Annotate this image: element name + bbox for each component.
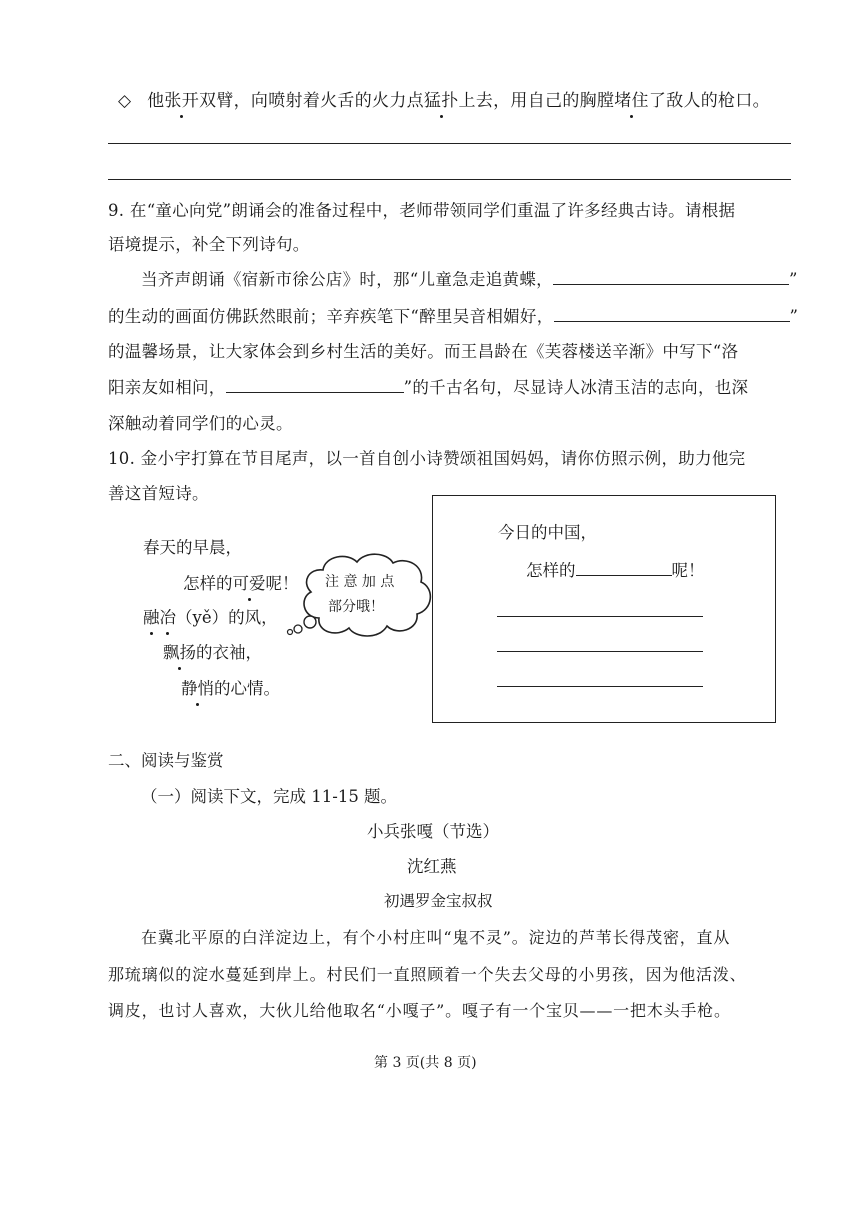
- bubble-text-2: 部分哦！: [328, 599, 384, 615]
- answer-box[interactable]: [432, 495, 776, 723]
- section-2-heading: 二、阅读与鉴赏: [108, 751, 224, 770]
- passage-paragraph-line-1: 在冀北平原的白洋淀边上，有个小村庄叫“鬼不灵”。淀边的芦苇长得茂密，直从: [141, 928, 731, 947]
- q9-line-6: [108, 374, 748, 398]
- answer-box-write-line-2[interactable]: [497, 651, 703, 652]
- q9-line-3-text: 当齐声朗诵《宿新市徐公店》时，那“儿童急走追黄蝶，: [141, 270, 553, 289]
- q9-quote-close-1: ”: [788, 270, 798, 289]
- example-dotted-keai: 可爱: [233, 570, 266, 594]
- example-poem-line-1: 春天的早晨，: [143, 538, 242, 557]
- diamond-marker-icon: ◇: [118, 91, 132, 111]
- q9-line-2: 语境提示，补全下列诗句。: [108, 235, 310, 254]
- passage-chapter-title: 初遇罗金宝叔叔: [384, 892, 493, 910]
- q8-dotted-zhangkai: 张开: [164, 86, 199, 111]
- q9-line-3: [141, 266, 798, 290]
- q9-line-7: 深触动着同学们的心灵。: [108, 414, 293, 433]
- answer-box-write-line-3[interactable]: [497, 686, 703, 687]
- example-poem-line-5: 静悄的心情。: [181, 675, 280, 699]
- q9-blank-3[interactable]: [226, 378, 404, 393]
- q8-text-7: 了敌人的枪口。: [648, 91, 770, 111]
- passage-paragraph-line-3: 调皮，也讨人喜欢，大伙儿给他取名“小嘎子”。嘎子有一个宝贝——一把木头手枪。: [108, 1001, 731, 1020]
- example-poem-line-2: 怎样的可爱呢！: [183, 570, 299, 594]
- q8-dotted-duzhu: 堵住: [614, 86, 649, 111]
- example-poem-line-4: 飘扬的衣袖，: [163, 639, 262, 663]
- q10-line-2: 善这首短诗。: [108, 484, 209, 503]
- q9-line-1: 9. 在“童心向党”朗诵会的准备过程中，老师带领同学们重温了许多经典古诗。请根据: [108, 201, 736, 220]
- answer-box-blank[interactable]: [576, 561, 672, 576]
- answer-box-write-line-1[interactable]: [497, 616, 703, 617]
- q10-line-1: 10. 金小宇打算在节目尾声，以一首自创小诗赞颂祖国妈妈，请你仿照示例，助力他完: [108, 449, 746, 468]
- passage-paragraph-line-2: 那琉璃似的淀水蔓延到岸上。村民们一直照顾着一个失去父母的小男孩，因为他活泼、: [108, 965, 747, 984]
- bubble-text-1: 注 意 加 点: [325, 574, 395, 590]
- passage-title: 小兵张嘎（节选）: [367, 822, 499, 841]
- q8-dotted-mengpu: 猛扑: [424, 86, 459, 111]
- q9-line-6-text: 阳亲友如相问，: [108, 378, 226, 397]
- q9-line-5: 的温馨场景，让大家体会到乡村生活的美好。而王昌龄在《芙蓉楼送辛渐》中写下“洛: [108, 342, 739, 361]
- example-poem-line-3: 融冶（yě）的风，: [143, 604, 278, 628]
- q9-blank-2[interactable]: [554, 307, 790, 322]
- q8-answer-line-1[interactable]: [108, 143, 791, 144]
- page-footer: 第 3 页(共 8 页): [374, 1055, 477, 1071]
- q9-line-4-text: 的生动的画面仿佛跃然眼前；辛弃疾笔下“醉里吴音相媚好，: [108, 307, 554, 326]
- answer-box-line-1: 今日的中国，: [498, 523, 597, 542]
- q8-example-sentence: [118, 86, 770, 111]
- q9-blank-1[interactable]: [553, 270, 789, 285]
- q9-quote-close-2: ”: [789, 307, 799, 326]
- answer-box-line-2: 怎样的 呢！: [526, 561, 705, 580]
- section-2-subheading: （一）阅读下文，完成 11-15 题。: [141, 787, 398, 806]
- q8-answer-line-2[interactable]: [108, 179, 791, 180]
- q8-text-5: 上去，用自己的胸膛: [458, 91, 615, 111]
- q8-text-1: 他: [147, 91, 165, 111]
- q9-line-4: [108, 303, 798, 327]
- q9-line-6-rest: ”的千古名句，尽显诗人冰清玉洁的志向，也深: [403, 378, 749, 397]
- q8-text-3: 双臂，向喷射着火舌的火力点: [199, 91, 424, 111]
- passage-author: 沈红燕: [407, 857, 457, 876]
